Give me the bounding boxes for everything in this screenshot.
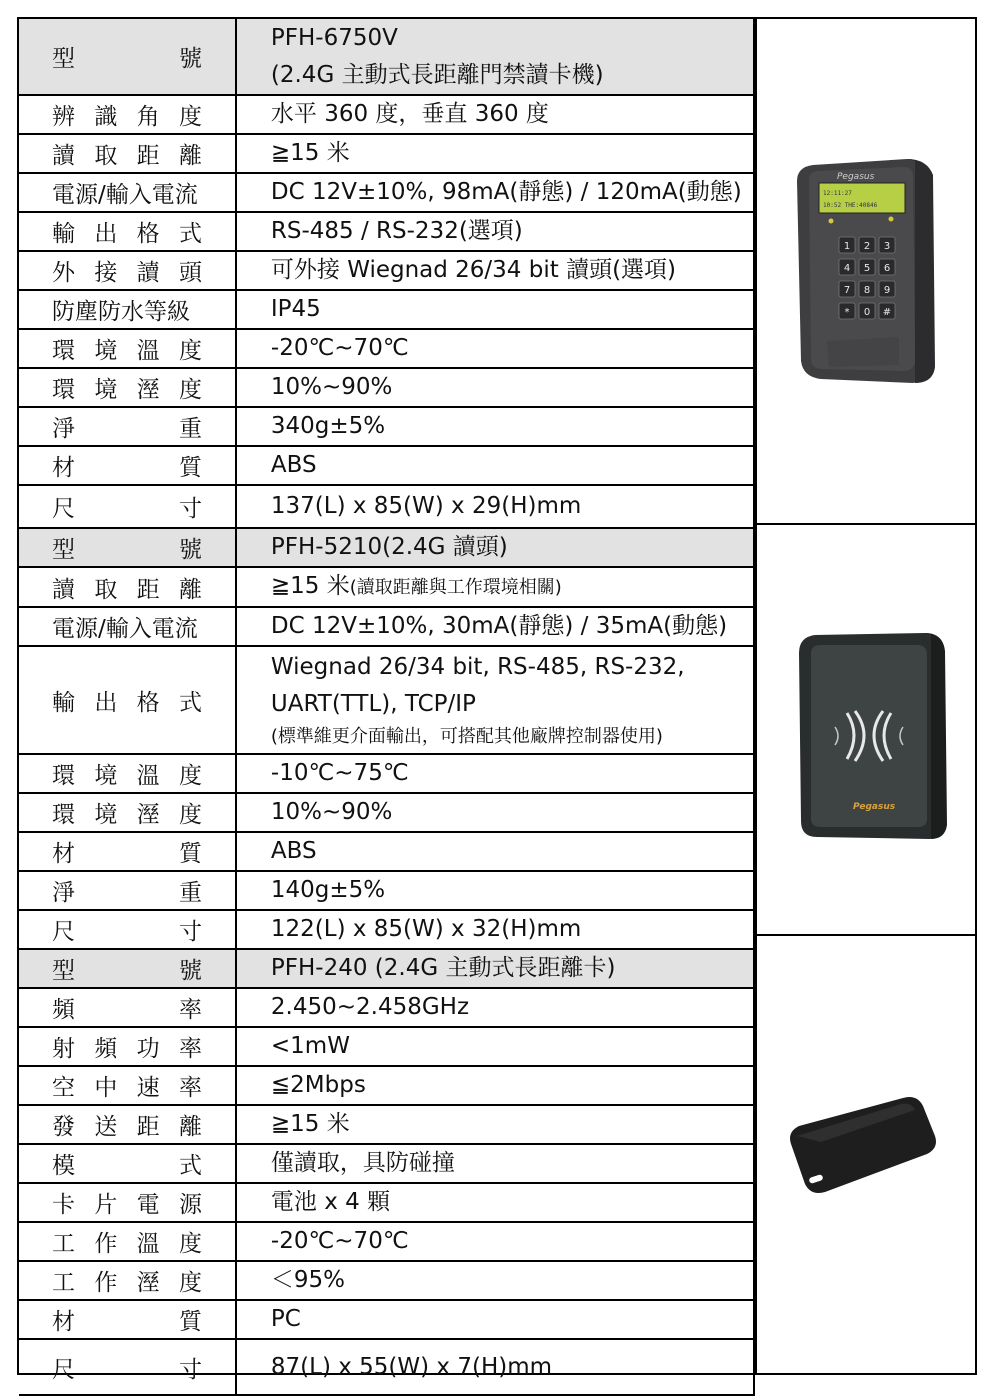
value-line: 10%~90% <box>270 799 393 825</box>
spec-row <box>19 910 754 949</box>
label-char: 境 <box>94 377 118 403</box>
value-line: -20℃~70℃ <box>270 1228 409 1254</box>
image-cell-pfh-6750v <box>757 19 977 523</box>
spec-value <box>236 871 754 910</box>
spec-label <box>19 607 236 646</box>
spec-row <box>19 173 754 212</box>
value-line: 水平 360 度，垂直 360 度 <box>270 101 549 127</box>
label-char: 度 <box>178 1270 202 1296</box>
label-char: 取 <box>94 576 118 603</box>
label-char: 率 <box>178 1036 202 1062</box>
brand-logo: Pegasus <box>837 172 875 182</box>
spec-row <box>19 1339 754 1395</box>
spec-value <box>236 1105 754 1144</box>
spec-row <box>19 1144 754 1183</box>
value-line: RS-485 / RS-232(選項) <box>270 218 523 244</box>
label-char: 卡 <box>52 1192 75 1218</box>
spec-label <box>19 1027 236 1066</box>
spec-value <box>236 95 754 134</box>
spec-value <box>236 910 754 949</box>
label-char: 度 <box>178 338 202 364</box>
spec-row <box>19 793 754 832</box>
label-char: 溫 <box>136 338 160 364</box>
value-line: 僅讀取，具防碰撞 <box>270 1150 455 1176</box>
spec-row <box>19 251 754 290</box>
label-char: 率 <box>178 1075 202 1101</box>
label-char: 頭 <box>178 260 202 286</box>
label-char: 頻 <box>52 997 75 1023</box>
keypad-key-label: # <box>882 307 892 318</box>
model-name <box>236 19 754 95</box>
label-char: 外 <box>52 260 75 286</box>
label-char: 源 <box>178 1192 202 1218</box>
label-char: 出 <box>94 221 118 247</box>
value-line: DC 12V±10%, 98mA(靜態) / 120mA(動態) <box>270 179 742 205</box>
value-line: PFH-6750V <box>270 24 398 51</box>
value-line: Wiegnad 26/34 bit, RS-485, RS-232, <box>270 654 685 680</box>
spec-row <box>19 95 754 134</box>
keypad-key-label: 8 <box>863 285 871 296</box>
value-line: 122(L) x 85(W) x 32(H)mm <box>270 916 582 942</box>
spec-value <box>236 446 754 485</box>
label-char: 空 <box>52 1075 75 1101</box>
keypad-key-label: 0 <box>863 307 871 318</box>
spec-value <box>236 368 754 407</box>
spec-label <box>19 1261 236 1300</box>
keypad-key-label: * <box>844 307 850 318</box>
value-note: (標準維更介面輸出，可搭配其他廠牌控制器使用) <box>270 726 663 747</box>
spec-label <box>19 646 236 754</box>
spec-label <box>19 212 236 251</box>
label-char: 境 <box>94 802 118 828</box>
spec-value <box>236 1027 754 1066</box>
label-char: 環 <box>52 338 75 364</box>
value-line: ≦2Mbps <box>270 1072 366 1098</box>
spec-label <box>19 368 236 407</box>
value-line: ≧15 米(讀取距離與工作環境相關) <box>270 573 562 599</box>
spec-value <box>236 1222 754 1261</box>
spec-label <box>19 1105 236 1144</box>
label-char: 號 <box>179 46 202 72</box>
value-line: ≧15 米 <box>270 140 350 166</box>
rf-reader-image <box>757 525 977 936</box>
model-row <box>19 949 754 988</box>
spec-label <box>19 528 236 567</box>
label-char: 距 <box>136 1114 160 1140</box>
label-char: 發 <box>52 1114 75 1140</box>
value-line: PC <box>270 1306 301 1332</box>
spec-value <box>236 1339 754 1395</box>
label-char: 頻 <box>94 1036 118 1062</box>
label-char: 距 <box>136 576 160 603</box>
value-line: 2.450~2.458GHz <box>270 994 470 1020</box>
spec-value <box>236 173 754 212</box>
label-char: 重 <box>179 880 202 906</box>
spec-label <box>19 407 236 446</box>
label-char: 環 <box>52 802 75 828</box>
label-char: 送 <box>94 1114 118 1140</box>
spec-row <box>19 290 754 329</box>
label-char: 片 <box>94 1192 118 1218</box>
spec-label <box>19 19 236 95</box>
spec-label <box>19 1183 236 1222</box>
product-image-column <box>755 19 977 1375</box>
value-line: 137(L) x 85(W) x 29(H)mm <box>270 493 582 519</box>
spec-label <box>19 95 236 134</box>
card-image <box>757 936 977 1377</box>
spec-label <box>19 329 236 368</box>
spec-value <box>236 212 754 251</box>
spec-value <box>236 251 754 290</box>
label-char: 作 <box>94 1231 118 1257</box>
label-char: 識 <box>94 104 118 130</box>
keypad-key-label: 1 <box>843 241 851 252</box>
value-line: 電池 x 4 顆 <box>270 1189 391 1215</box>
label-char: 模 <box>52 1153 75 1179</box>
value-note: (讀取距離與工作環境相關) <box>349 577 562 598</box>
label-char: 尺 <box>52 496 75 522</box>
label-char: 質 <box>179 455 202 481</box>
spec-value <box>236 607 754 646</box>
label-char: 號 <box>179 537 202 563</box>
spec-label <box>19 1066 236 1105</box>
label-char: 辨 <box>52 104 75 130</box>
label-char: 型 <box>52 958 75 984</box>
spec-row <box>19 329 754 368</box>
keypad-key-label: 7 <box>843 285 851 296</box>
label-char: 角 <box>136 104 160 130</box>
spec-value <box>236 1261 754 1300</box>
label-char: 距 <box>136 143 160 169</box>
spec-row <box>19 1222 754 1261</box>
spec-row <box>19 446 754 485</box>
spec-value <box>236 407 754 446</box>
label-char: 出 <box>94 689 118 716</box>
value-line: 10%~90% <box>270 374 393 400</box>
label-char: 率 <box>179 997 202 1023</box>
spec-value <box>236 1300 754 1339</box>
label-char: 中 <box>94 1075 118 1101</box>
label-char: 質 <box>179 841 202 867</box>
value-line: PFH-5210(2.4G 讀頭) <box>270 534 508 560</box>
label-char: 尺 <box>52 1356 75 1383</box>
value-line: 87(L) x 55(W) x 7(H)mm <box>270 1353 553 1380</box>
spec-value <box>236 567 754 607</box>
spec-label <box>19 446 236 485</box>
keypad-key-label: 9 <box>883 285 891 296</box>
spec-row <box>19 1300 754 1339</box>
label-char: 工 <box>52 1270 75 1296</box>
label-char: 環 <box>52 377 75 403</box>
label-char: 境 <box>94 338 118 364</box>
value-line: ABS <box>270 838 317 864</box>
value-line: ≧15 米 <box>270 1111 350 1137</box>
spec-row <box>19 871 754 910</box>
spec-row <box>19 1066 754 1105</box>
label-char: 寸 <box>179 496 202 522</box>
label-char: 式 <box>179 1153 202 1179</box>
spec-row <box>19 607 754 646</box>
label-char: 工 <box>52 1231 75 1257</box>
label-char: 質 <box>179 1309 202 1335</box>
label-char: 讀 <box>52 143 75 169</box>
label-char: 材 <box>52 841 75 867</box>
label-char: 式 <box>178 689 202 716</box>
spec-row <box>19 407 754 446</box>
model-name <box>236 528 754 567</box>
spec-label <box>19 485 236 528</box>
label-char: 度 <box>178 1231 202 1257</box>
spec-label <box>19 173 236 212</box>
spec-row <box>19 212 754 251</box>
value-line: 340g±5% <box>270 413 386 439</box>
spec-value <box>236 329 754 368</box>
label-char: 速 <box>136 1075 160 1101</box>
label-char: 防塵防水等級 <box>52 299 190 325</box>
label-char: 作 <box>94 1270 118 1296</box>
label-char: 接 <box>94 260 118 286</box>
spec-table <box>19 19 755 1396</box>
keypad-key-label: 5 <box>863 263 871 274</box>
label-char: 度 <box>178 763 202 789</box>
spec-row <box>19 1105 754 1144</box>
label-char: 淨 <box>52 880 75 906</box>
value-line: -20℃~70℃ <box>270 335 409 361</box>
spec-label <box>19 1339 236 1395</box>
spec-value <box>236 134 754 173</box>
spec-row <box>19 368 754 407</box>
spec-row <box>19 1027 754 1066</box>
spec-value <box>236 754 754 793</box>
spec-label <box>19 949 236 988</box>
label-char: 電源/輸入電流 <box>52 616 198 642</box>
value-line: UART(TTL), TCP/IP <box>270 691 476 717</box>
spec-label <box>19 290 236 329</box>
label-char: 離 <box>178 576 202 603</box>
label-char: 寸 <box>179 1356 202 1383</box>
label-char: 射 <box>52 1036 75 1062</box>
spec-value <box>236 485 754 528</box>
spec-label <box>19 754 236 793</box>
label-char: 離 <box>178 1114 202 1140</box>
keypad-key-label: 4 <box>843 263 851 274</box>
spec-value <box>236 646 754 754</box>
model-row <box>19 19 754 95</box>
label-char: 功 <box>136 1036 160 1062</box>
spec-label <box>19 1300 236 1339</box>
spec-row <box>19 988 754 1027</box>
value-line: -10℃~75℃ <box>270 760 409 786</box>
model-name <box>236 949 754 988</box>
label-char: 電源/輸入電流 <box>52 182 198 208</box>
label-char: 溼 <box>136 802 160 828</box>
label-char: 材 <box>52 1309 75 1335</box>
spec-value <box>236 1066 754 1105</box>
keypad-key-label: 3 <box>883 241 891 252</box>
spec-row <box>19 832 754 871</box>
spec-label <box>19 988 236 1027</box>
spec-value <box>236 1183 754 1222</box>
label-char: 輸 <box>52 221 75 247</box>
value-line: ABS <box>270 452 317 478</box>
value-line: PFH-240 (2.4G 主動式長距離卡) <box>270 955 616 981</box>
spec-value <box>236 1144 754 1183</box>
spec-label <box>19 1144 236 1183</box>
label-char: 格 <box>136 689 160 716</box>
label-char: 環 <box>52 763 75 789</box>
label-char: 溼 <box>136 377 160 403</box>
value-line: <1mW <box>270 1033 350 1059</box>
brand-logo-rf: Pegasus <box>853 802 896 812</box>
spec-sheet <box>17 17 977 1383</box>
label-char: 重 <box>179 416 202 442</box>
label-char: 型 <box>52 46 75 72</box>
value-line: IP45 <box>270 296 321 322</box>
label-char: 溼 <box>136 1270 160 1296</box>
label-char: 度 <box>178 377 202 403</box>
label-char: 讀 <box>52 576 75 603</box>
spec-label <box>19 910 236 949</box>
spec-row <box>19 1261 754 1300</box>
label-char: 材 <box>52 455 75 481</box>
value-line: (2.4G 主動式長距離門禁讀卡機) <box>270 61 604 88</box>
spec-label <box>19 793 236 832</box>
spec-row <box>19 1183 754 1222</box>
label-char: 格 <box>136 221 160 247</box>
spec-row <box>19 134 754 173</box>
value-line: 140g±5% <box>270 877 386 903</box>
keypad-key-label: 2 <box>863 241 871 252</box>
value-line: ＜95% <box>270 1267 346 1293</box>
spec-row <box>19 646 754 754</box>
value-line: DC 12V±10%, 30mA(靜態) / 35mA(動態) <box>270 613 728 639</box>
label-char: 尺 <box>52 919 75 945</box>
label-char: 電 <box>136 1192 160 1218</box>
spec-label <box>19 134 236 173</box>
spec-value <box>236 988 754 1027</box>
spec-label <box>19 1222 236 1261</box>
label-char: 寸 <box>179 919 202 945</box>
image-cell-pfh-5210 <box>757 523 977 934</box>
label-char: 讀 <box>136 260 160 286</box>
label-char: 溫 <box>136 1231 160 1257</box>
label-char: 輸 <box>52 689 75 716</box>
model-row <box>19 528 754 567</box>
spec-label <box>19 832 236 871</box>
image-cell-pfh-240 <box>757 934 977 1375</box>
label-char: 溫 <box>136 763 160 789</box>
spec-row <box>19 567 754 607</box>
spec-row <box>19 754 754 793</box>
keypad-reader-image <box>757 19 977 523</box>
keypad-key-label: 6 <box>883 263 891 274</box>
label-char: 取 <box>94 143 118 169</box>
label-char: 式 <box>178 221 202 247</box>
spec-value <box>236 290 754 329</box>
spec-label <box>19 567 236 607</box>
value-line: 可外接 Wiegnad 26/34 bit 讀頭(選項) <box>270 257 677 283</box>
label-char: 境 <box>94 763 118 789</box>
spec-row <box>19 485 754 528</box>
label-char: 度 <box>178 802 202 828</box>
label-char: 淨 <box>52 416 75 442</box>
label-char: 度 <box>178 104 202 130</box>
spec-value <box>236 832 754 871</box>
lcd-line-2: 10:52 THE:40846 <box>823 202 878 209</box>
spec-label <box>19 251 236 290</box>
spec-value <box>236 793 754 832</box>
label-char: 號 <box>179 958 202 984</box>
lcd-line-1: 12:11:27 <box>823 190 852 197</box>
label-char: 離 <box>178 143 202 169</box>
spec-label <box>19 871 236 910</box>
label-char: 型 <box>52 537 75 563</box>
